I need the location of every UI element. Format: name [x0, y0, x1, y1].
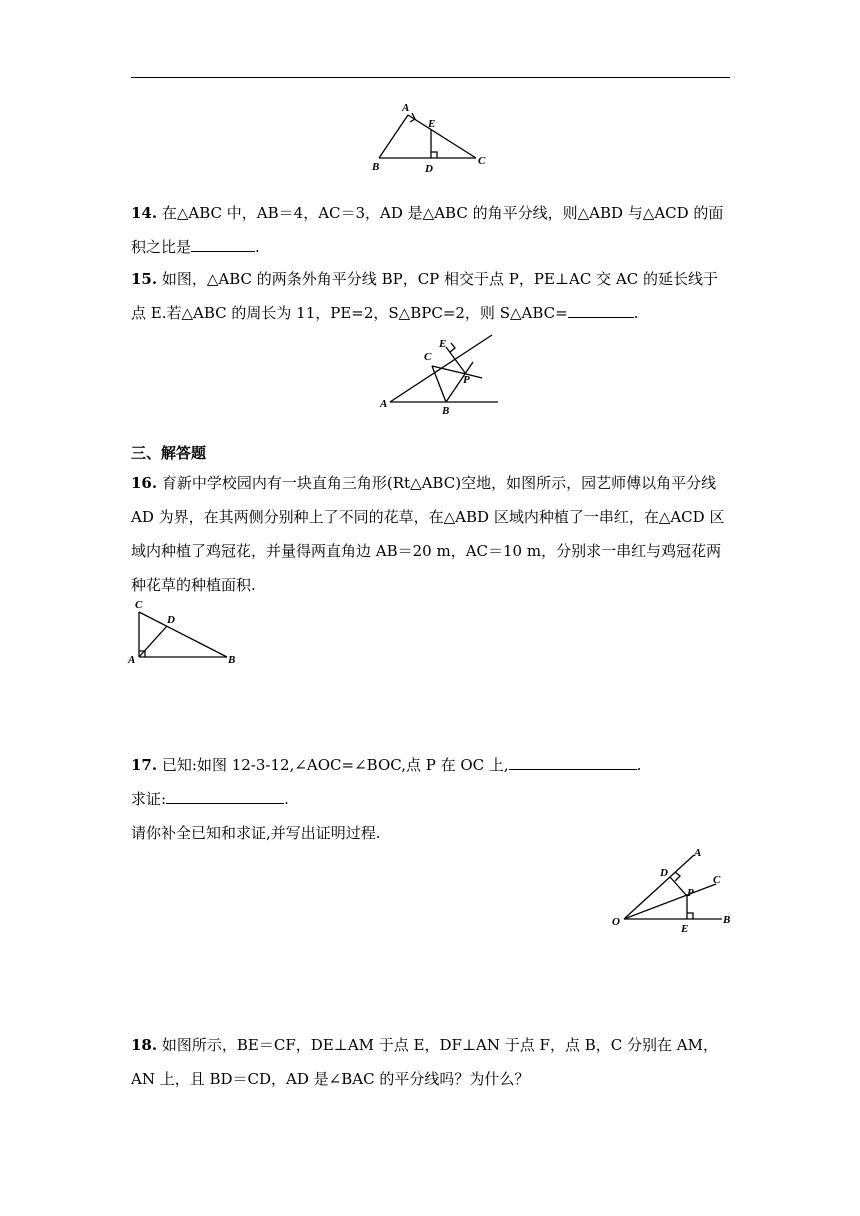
- label: B: [372, 161, 380, 173]
- label: P: [463, 374, 470, 386]
- figure-q15: [370, 330, 510, 420]
- label: A: [402, 102, 410, 114]
- question-17-instruction: 请你补全已知和求证,并写出证明过程.: [131, 824, 381, 842]
- label: E: [439, 338, 447, 350]
- figure-q17: [608, 845, 748, 940]
- question-16: 16. 育新中学校园内有一块直角三角形(Rt△ABC)空地，如图所示，园艺师傅以角平分线 AD 为界，在其两侧分别种上了不同的花草，在△ABD 区域内种植了一串红，在△ACD 区域内种植了鸡冠花，并量得两直角边 AB＝20 m，AC＝10 m，分别求一串红与鸡冠花两种花草的种植面积.: [131, 474, 725, 594]
- label: O: [612, 916, 620, 928]
- question-15-text: 如图，△ABC 的两条外角平分线 BP，CP 相交于点 P，PE⊥AC 交 AC 的延长线于点 E.若△ABC 的周长为 11，PE=2，S△BPC=2，则 S△ABC=: [131, 270, 718, 322]
- question-18: 18. 如图所示，BE＝CF，DE⊥AM 于点 E，DF⊥AN 于点 F，点 B，C 分别在 AM，AN 上，且 BD＝CD，AD 是∠BAC 的平分线吗？为什么？: [131, 1036, 718, 1088]
- label: E: [428, 118, 436, 130]
- label: C: [135, 599, 143, 611]
- prove-blank[interactable]: [166, 785, 284, 804]
- label: D: [167, 614, 175, 626]
- answer-blank-14[interactable]: [191, 233, 255, 252]
- label: A: [694, 847, 702, 859]
- label: B: [723, 914, 731, 926]
- label: P: [687, 887, 694, 899]
- question-17-prove: 求证: .: [131, 782, 731, 816]
- question-15: 15. 如图，△ABC 的两条外角平分线 BP，CP 相交于点 P，PE⊥AC 交 AC 的延长线于点 E.若△ABC 的周长为 11，PE=2，S△BPC=2，则 S△ABC= .: [131, 270, 718, 322]
- answer-blank-15[interactable]: [568, 299, 634, 318]
- label: D: [660, 867, 668, 879]
- question-14: 14. 在△ABC 中，AB＝4，AC＝3，AD 是△ABC 的角平分线，则△ABD 与△ACD 的面积之比是 .: [131, 204, 724, 256]
- label: B: [228, 654, 236, 666]
- given-blank[interactable]: [509, 751, 637, 770]
- figure-top-triangle: [360, 100, 500, 180]
- figure-q16: [125, 595, 250, 670]
- section-title: 三、解答题: [131, 444, 207, 462]
- label: C: [478, 155, 486, 167]
- label: C: [713, 874, 721, 886]
- question-17-given: 17. 已知:如图 12-3-12,∠AOC=∠BOC,点 P 在 OC 上, .: [131, 748, 731, 782]
- question-16-text: 育新中学校园内有一块直角三角形(Rt△ABC)空地，如图所示，园艺师傅以角平分线 AD 为界，在其两侧分别种上了不同的花草，在△ABD 区域内种植了一串红，在△ACD 区域内种植了鸡冠花，并量得两直角边 AB＝20 m，AC＝10 m，分别求一串红与鸡冠花两种花草的种植面积.: [131, 474, 725, 594]
- label: D: [425, 163, 433, 175]
- question-17: [131, 748, 731, 850]
- label: A: [380, 398, 388, 410]
- question-18-text: 如图所示，BE＝CF，DE⊥AM 于点 E，DF⊥AN 于点 F，点 B，C 分别在 AM，AN 上，且 BD＝CD，AD 是∠BAC 的平分线吗？为什么？: [131, 1036, 718, 1088]
- header-rule: [131, 77, 730, 78]
- label: C: [424, 351, 432, 363]
- label: E: [681, 923, 689, 935]
- label: B: [442, 405, 450, 417]
- label: A: [128, 654, 136, 666]
- question-14-text: 在△ABC 中，AB＝4，AC＝3，AD 是△ABC 的角平分线，则△ABD 与△ACD 的面积之比是: [131, 204, 724, 256]
